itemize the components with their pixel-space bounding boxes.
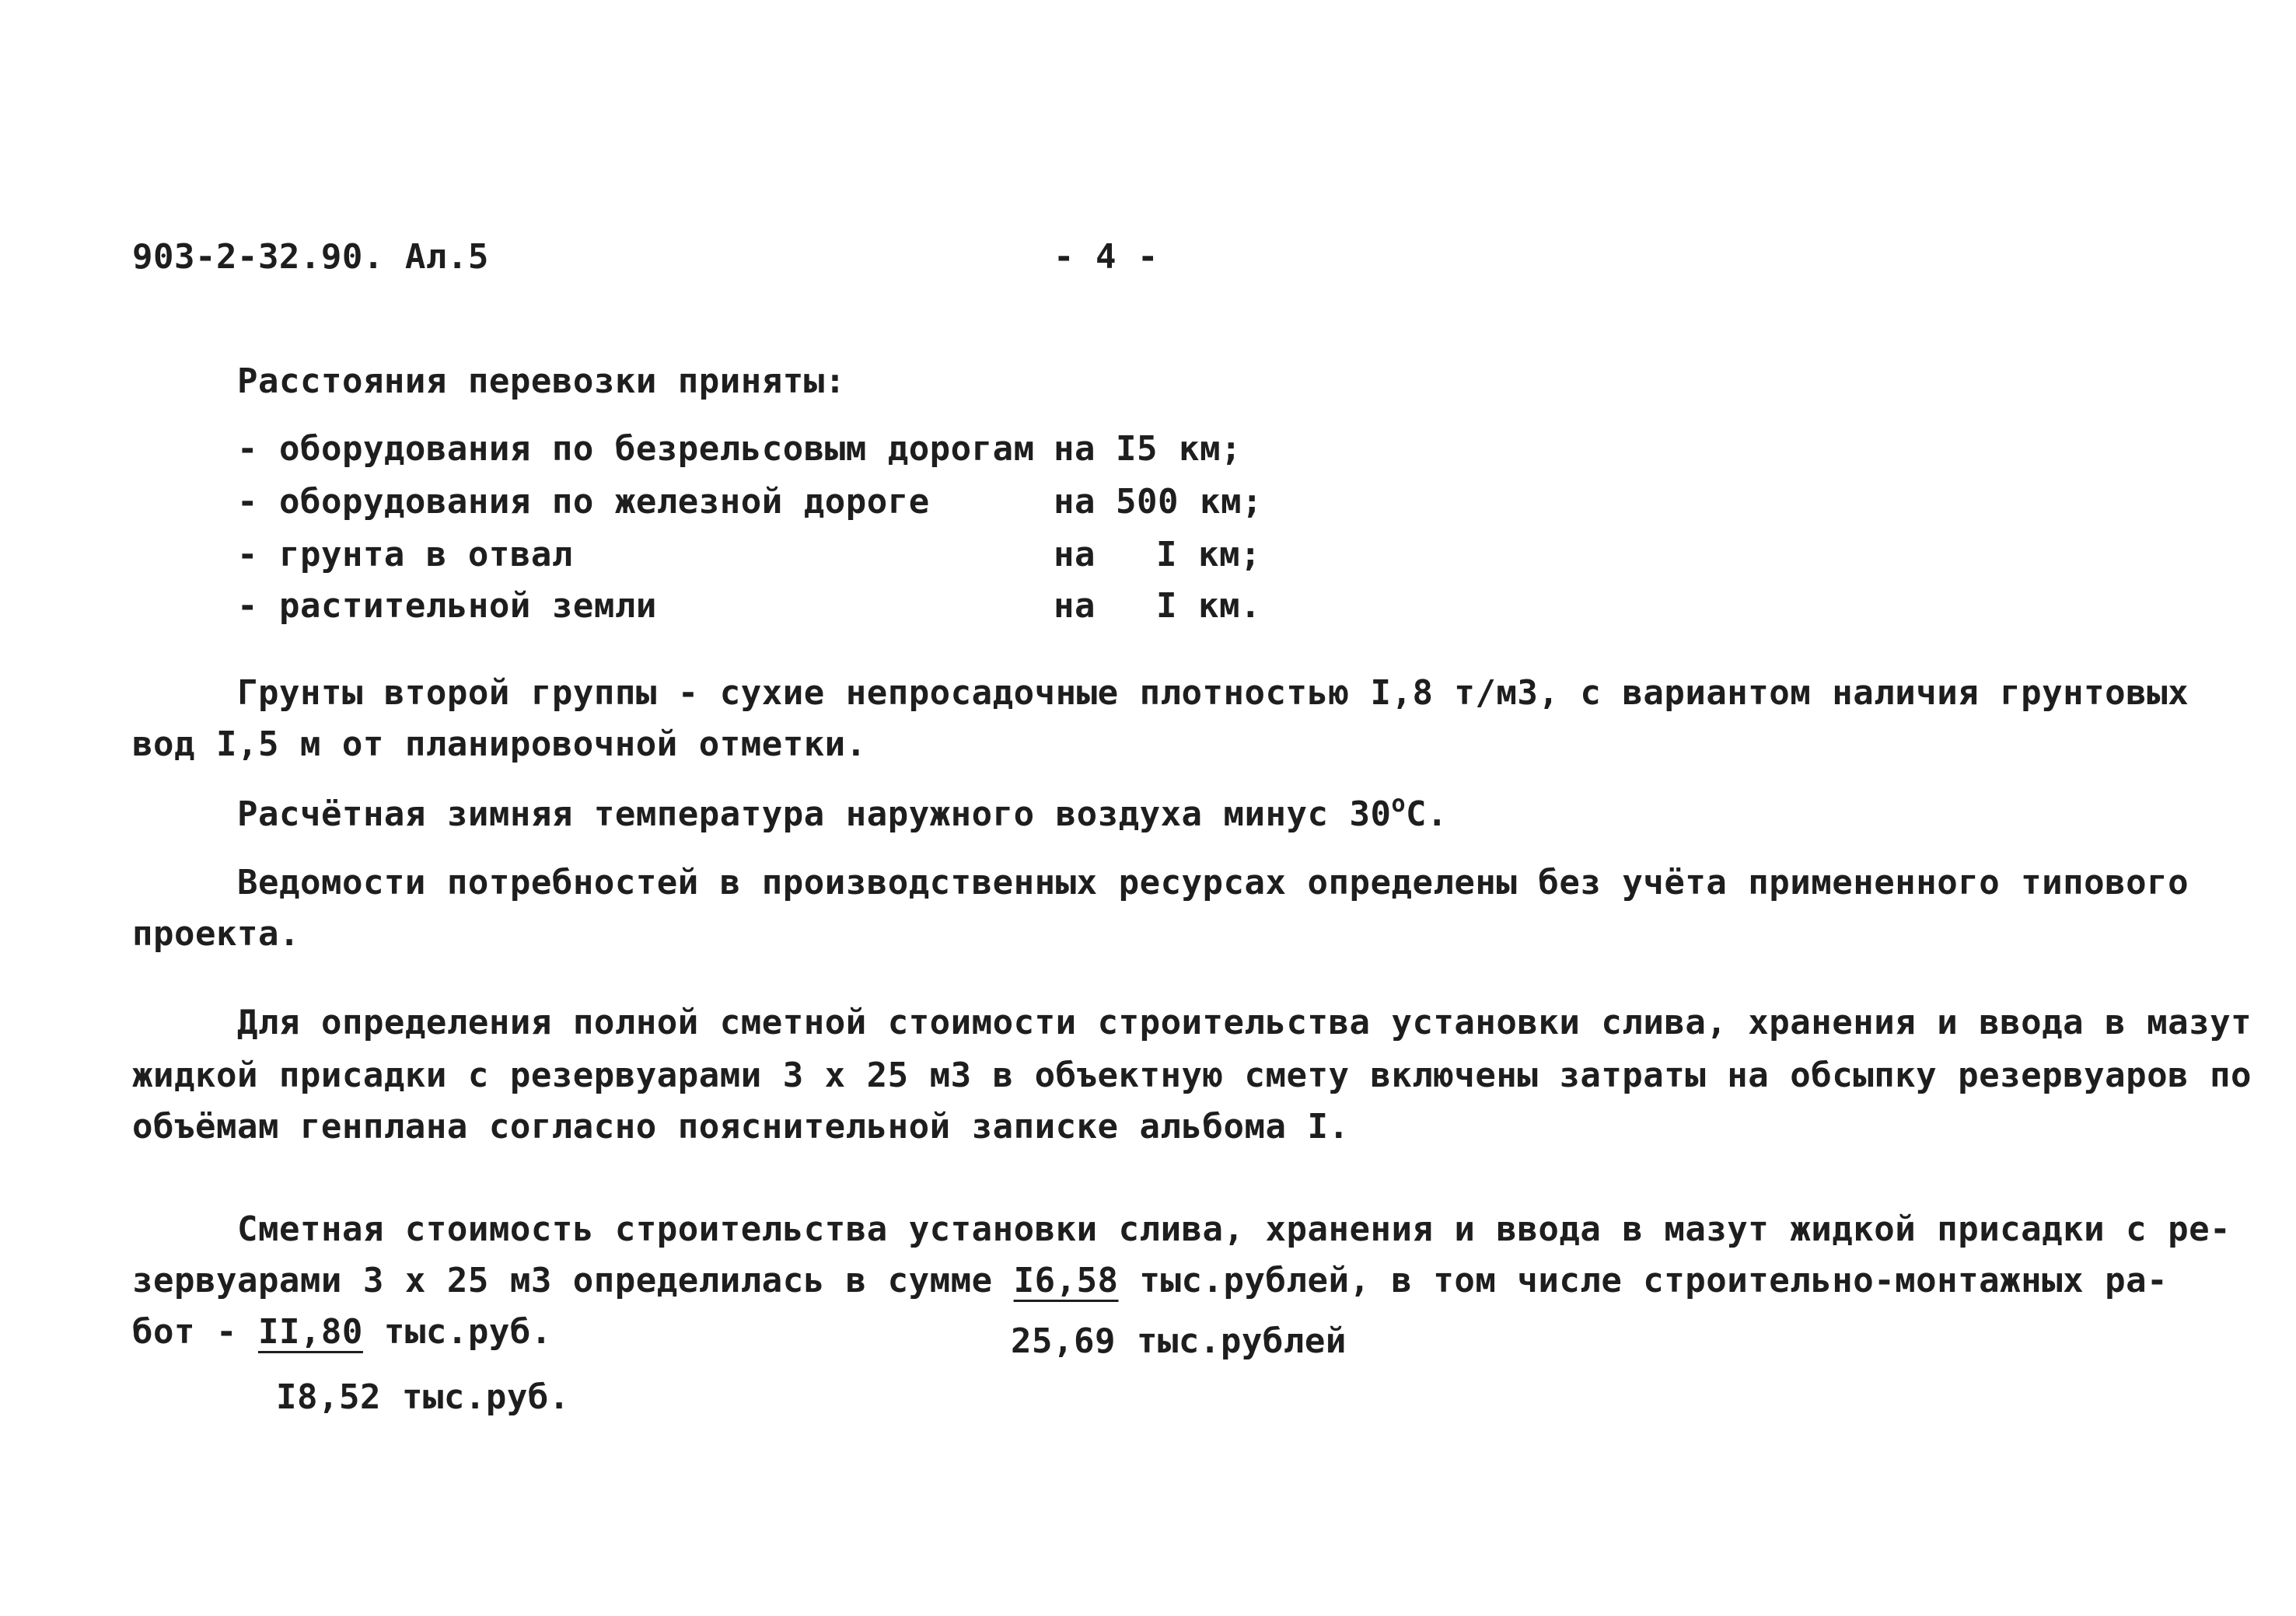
resources-line-2: проекта. [132, 914, 300, 954]
estimate-text-cont: тыс.рублей, в том числе строительно-монтажных ра- [1118, 1261, 2168, 1300]
cmr-b: I8,52 [276, 1377, 381, 1417]
degree-sup: о [1391, 791, 1407, 818]
cmr-b-unit: тыс.руб. [380, 1377, 570, 1417]
transport-intro: Расстояния перевозки приняты: [237, 361, 846, 401]
transport-value: 500 км; [1116, 482, 1263, 522]
transport-value: I5 км; [1116, 429, 1242, 469]
transport-item: - оборудования по железной дороге [237, 482, 930, 522]
cmr-prefix: бот - [132, 1312, 258, 1352]
transport-prep: на [1054, 482, 1096, 522]
estimate-line-1: Сметная стоимость строительства установки слива, хранения и ввода в мазут жидкой присадки с ре- [237, 1209, 2231, 1249]
cost-def-line-2: жидкой присадки с резервуарами 3 х 25 м3 в объектную смету включены затраты на обсыпку резервуаров по [132, 1056, 2252, 1095]
cost-def-line-3: объёмам генплана согласно пояснительной записке альбома I. [132, 1107, 1350, 1147]
cmr-b-line [276, 1377, 570, 1417]
transport-item: - растительной земли [237, 586, 657, 626]
estimate-line-3 [132, 1312, 552, 1352]
estimate-total-b-unit: тыс.рублей [1115, 1321, 1347, 1361]
transport-prep: на [1054, 429, 1096, 469]
soil-line-1: Грунты второй группы - сухие непросадочные плотностью I,8 т/м3, с вариантом наличия грунтовых [237, 673, 2189, 713]
transport-item: - грунта в отвал [237, 535, 573, 574]
document-code: 903-2-32.90. Ал.5 [132, 237, 489, 277]
temperature-text: Расчётная зимняя температура наружного воздуха минус 30 [237, 794, 1392, 834]
transport-item: - оборудования по безрельсовым дорогам [237, 429, 1035, 469]
temperature-unit: С. [1406, 794, 1449, 834]
transport-value: I км. [1156, 586, 1261, 626]
estimate-total-b: 25,69 [1011, 1321, 1116, 1361]
transport-prep: на [1054, 586, 1096, 626]
estimate-total-b-line [1011, 1321, 1347, 1361]
temperature-line [237, 791, 1448, 834]
cmr-unit: тыс.руб. [362, 1312, 552, 1352]
resources-line-1: Ведомости потребностей в производственных ресурсах определены без учёта примененного типового [237, 863, 2189, 902]
soil-line-2: вод I,5 м от планировочной отметки. [132, 724, 867, 764]
page-number: - 4 - [1054, 237, 1158, 277]
estimate-line-2 [132, 1261, 2168, 1300]
cmr-a: II,80 [257, 1312, 363, 1352]
cost-def-line-1: Для определения полной сметной стоимости строительства установки слива, хранения и ввода в мазут [237, 1003, 2252, 1042]
transport-value: I км; [1156, 535, 1261, 574]
estimate-total-a: I6,58 [1013, 1261, 1119, 1300]
estimate-text: зервуарами 3 х 25 м3 определилась в сумме [132, 1261, 1014, 1300]
transport-prep: на [1054, 535, 1096, 574]
